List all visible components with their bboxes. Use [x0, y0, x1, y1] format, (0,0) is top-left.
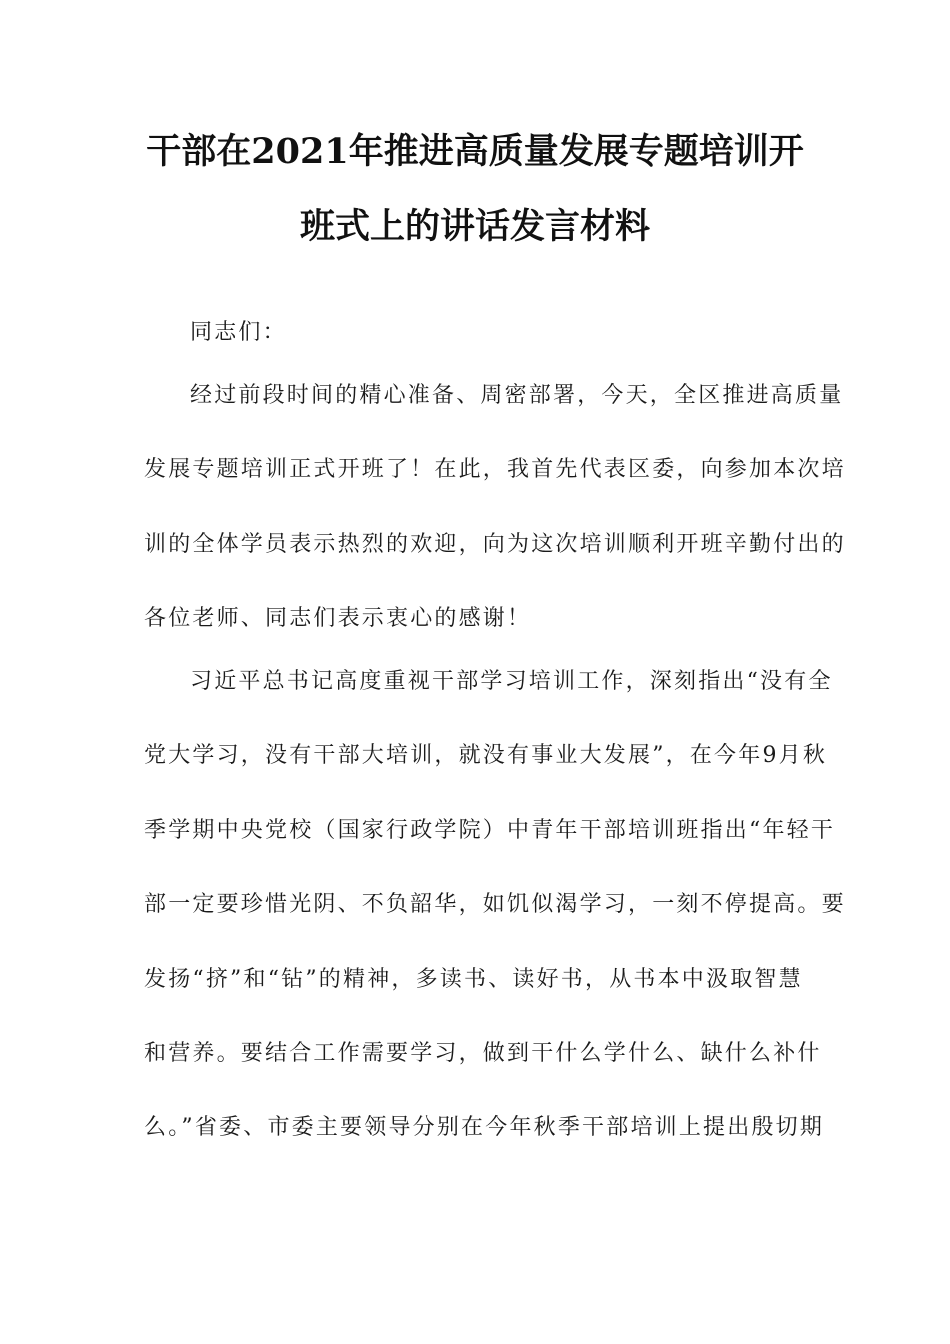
- body-line: 季学期中央党校（国家行政学院）中青年干部培训班指出“年轻干: [144, 818, 836, 843]
- document-title-line-2: 班式上的讲话发言材料: [299, 206, 650, 247]
- body-line: 部一定要珍惜光阴、不负韶华，如饥似渴学习，一刻不停提高。要: [144, 892, 846, 917]
- body-line: 各位老师、同志们表示衷心的感谢！: [144, 606, 532, 631]
- body-line: 发扬“挤”和“钻”的精神，多读书、读好书，从书本中汲取智慧: [144, 967, 803, 992]
- body-line: 和营养。要结合工作需要学习，做到干什么学什么、缺什么补什: [144, 1041, 822, 1066]
- salutation: 同志们：: [190, 320, 287, 345]
- body-line: 党大学习，没有干部大培训，就没有事业大发展”，在今年9月秋: [144, 743, 828, 768]
- body-line: 习近平总书记高度重视干部学习培训工作，深刻指出“没有全: [190, 669, 833, 694]
- document-title-line-1: 干部在2021年推进高质量发展专题培训开: [146, 131, 804, 172]
- body-line: 训的全体学员表示热烈的欢迎，向为这次培训顺利开班辛勤付出的: [144, 532, 846, 557]
- body-line: 发展专题培训正式开班了！在此，我首先代表区委，向参加本次培: [144, 457, 846, 482]
- body-line: 经过前段时间的精心准备、周密部署，今天，全区推进高质量: [190, 383, 844, 408]
- body-line: 么。”省委、市委主要领导分别在今年秋季干部培训上提出殷切期: [144, 1115, 825, 1140]
